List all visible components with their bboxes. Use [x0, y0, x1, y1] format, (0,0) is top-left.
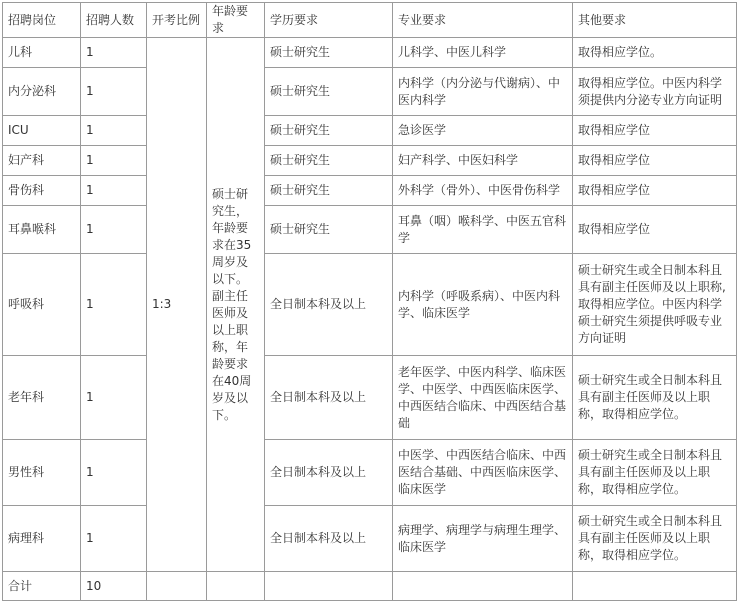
cell-post: 妇产科 — [3, 146, 81, 176]
cell-other: 取得相应学位。 — [573, 38, 737, 68]
cell-post: 儿科 — [3, 38, 81, 68]
cell-education: 硕士研究生 — [265, 206, 393, 254]
cell-count: 1 — [81, 506, 147, 572]
cell-major: 内科学（内分泌与代谢病）、中医内科学 — [393, 68, 573, 116]
cell-education: 硕士研究生 — [265, 146, 393, 176]
cell-other: 硕士研究生或全日制本科且具有副主任医师及以上职称，取得相应学位。 — [573, 506, 737, 572]
table-row — [3, 356, 737, 440]
cell-post: 内分泌科 — [3, 68, 81, 116]
header-ratio: 开考比例 — [147, 3, 207, 38]
table-row — [3, 254, 737, 356]
total-empty-cell — [147, 572, 207, 601]
cell-count: 1 — [81, 254, 147, 356]
total-empty-cell — [265, 572, 393, 601]
cell-other: 取得相应学位 — [573, 116, 737, 146]
cell-major: 急诊医学 — [393, 116, 573, 146]
table-row — [3, 440, 737, 506]
cell-count: 1 — [81, 176, 147, 206]
cell-education: 硕士研究生 — [265, 176, 393, 206]
total-empty-cell — [573, 572, 737, 601]
cell-count: 1 — [81, 38, 147, 68]
table-row — [3, 146, 737, 176]
cell-post: 呼吸科 — [3, 254, 81, 356]
total-empty-cell — [207, 572, 265, 601]
header-age: 年龄要求 — [207, 3, 265, 38]
cell-education: 全日制本科及以上 — [265, 356, 393, 440]
cell-education: 全日制本科及以上 — [265, 440, 393, 506]
cell-education: 硕士研究生 — [265, 38, 393, 68]
cell-post: 病理科 — [3, 506, 81, 572]
cell-count: 1 — [81, 356, 147, 440]
cell-count: 1 — [81, 146, 147, 176]
cell-major: 中医学、中西医结合临床、中西医结合基础、中西医临床医学、临床医学 — [393, 440, 573, 506]
cell-major: 内科学（呼吸系病）、中医内科学、临床医学 — [393, 254, 573, 356]
total-row — [3, 572, 737, 601]
cell-other: 硕士研究生或全日制本科且具有副主任医师及以上职称，取得相应学位。 — [573, 440, 737, 506]
cell-post: 耳鼻喉科 — [3, 206, 81, 254]
total-count: 10 — [81, 572, 147, 601]
recruitment-table — [2, 2, 737, 601]
cell-ratio: 1:3 — [147, 38, 207, 572]
cell-major: 外科学（骨外）、中医骨伤科学 — [393, 176, 573, 206]
table-row — [3, 38, 737, 68]
table-row — [3, 116, 737, 146]
cell-other: 取得相应学位 — [573, 206, 737, 254]
cell-education: 全日制本科及以上 — [265, 254, 393, 356]
header-education: 学历要求 — [265, 3, 393, 38]
cell-major: 妇产科学、中医妇科学 — [393, 146, 573, 176]
cell-education: 硕士研究生 — [265, 68, 393, 116]
table-row — [3, 206, 737, 254]
cell-post: 男性科 — [3, 440, 81, 506]
header-count: 招聘人数 — [81, 3, 147, 38]
cell-post: 骨伤科 — [3, 176, 81, 206]
table-row — [3, 176, 737, 206]
cell-major: 病理学、病理学与病理生理学、临床医学 — [393, 506, 573, 572]
cell-count: 1 — [81, 116, 147, 146]
cell-other: 硕士研究生或全日制本科且具有副主任医师及以上职称,取得相应学位。中医内科学硕士研究生须提供呼吸专业方向证明 — [573, 254, 737, 356]
header-major: 专业要求 — [393, 3, 573, 38]
cell-post: 老年科 — [3, 356, 81, 440]
cell-count: 1 — [81, 206, 147, 254]
cell-education: 全日制本科及以上 — [265, 506, 393, 572]
cell-other: 取得相应学位 — [573, 176, 737, 206]
cell-post: ICU — [3, 116, 81, 146]
cell-education: 硕士研究生 — [265, 116, 393, 146]
header-post: 招聘岗位 — [3, 3, 81, 38]
total-empty-cell — [393, 572, 573, 601]
total-label: 合计 — [3, 572, 81, 601]
header-row — [3, 3, 737, 38]
cell-major: 老年医学、中医内科学、临床医学、中医学、中西医临床医学、中西医结合临床、中西医结合基础 — [393, 356, 573, 440]
table-row — [3, 68, 737, 116]
table-row — [3, 506, 737, 572]
cell-major: 耳鼻（咽）喉科学、中医五官科学 — [393, 206, 573, 254]
cell-other: 取得相应学位。中医内科学须提供内分泌专业方向证明 — [573, 68, 737, 116]
cell-age: 硕士研究生，年龄要求在35周岁及以下。副主任医师及以上职称，年龄要求在40周岁及以下。 — [207, 38, 265, 572]
cell-count: 1 — [81, 440, 147, 506]
header-other: 其他要求 — [573, 3, 737, 38]
cell-major: 儿科学、中医儿科学 — [393, 38, 573, 68]
cell-other: 取得相应学位 — [573, 146, 737, 176]
cell-count: 1 — [81, 68, 147, 116]
cell-other: 硕士研究生或全日制本科且具有副主任医师及以上职称，取得相应学位。 — [573, 356, 737, 440]
